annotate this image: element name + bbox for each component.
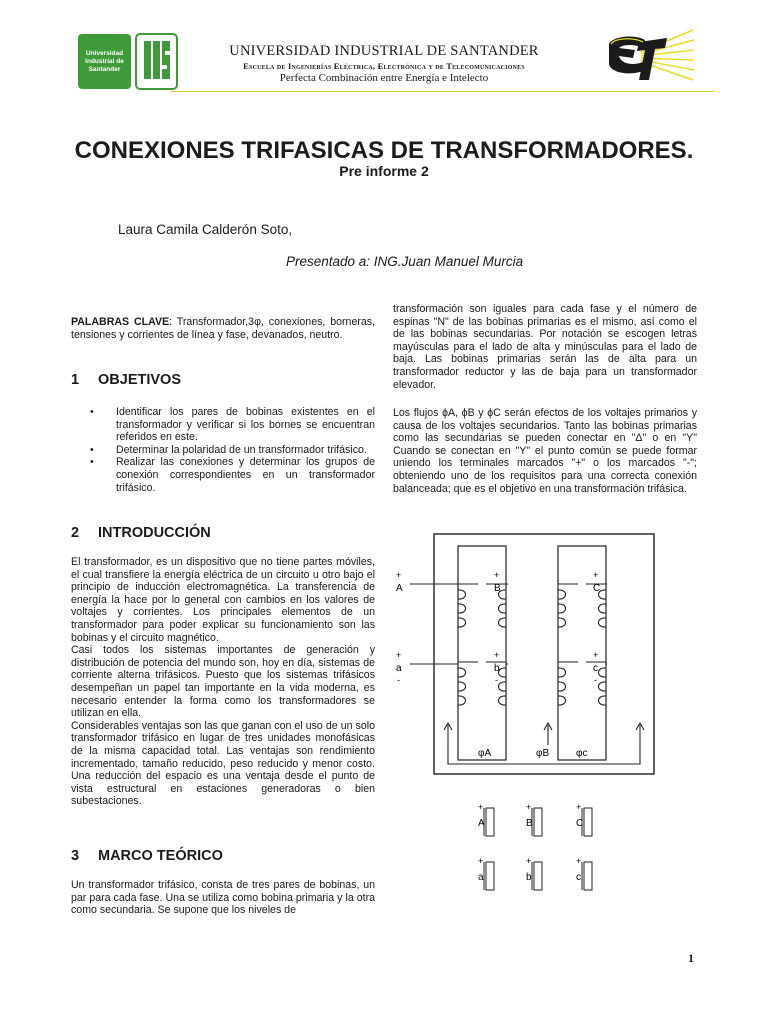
minus-sign: - [495,675,498,685]
section-number: 1 [71,372,80,388]
flux-label-c: φc [576,748,588,759]
coil-winding [458,662,478,705]
bullet-icon: • [90,456,94,469]
plus-sign: + [593,650,599,660]
paragraph: El transformador, es un dispositivo que no tiene partes móviles, el cual transfiere la energía eléctrica de un circuito u otro bajo el principio de inducción electromagnética. La transferencia de energía la hace por lo general con cambios en los valores de voltajes y corrientes. Los principales elementos de un transformador para poder explicar su funcionamiento son las bobinas y el circuito magnético. [71,556,375,644]
terminal-label: A [478,818,485,829]
label-secondary-a: a [396,663,402,674]
flux-arrows [444,723,644,745]
minus-sign: - [594,675,597,685]
terminal-label: b [526,872,532,883]
page-number: 1 [688,951,694,965]
terminal-plus: + [478,856,484,866]
keywords [71,316,375,341]
coil-group [410,584,607,705]
university-logo: Universidad Industrial de Santander [78,34,131,89]
section-title: OBJETIVOS [98,372,181,388]
terminal-label: C [576,818,584,829]
terminal-plus: + [526,856,532,866]
header-divider [170,91,714,92]
label-primary-a: A [396,583,403,594]
terminal-diagram [470,798,610,903]
author: Laura Camila Calderón Soto, [118,222,293,237]
terminal-box [486,862,494,890]
terminal-label: B [526,818,533,829]
plus-sign: + [494,570,500,580]
plus-sign: + [593,570,599,580]
terminal-box [584,862,592,890]
section-number: 3 [71,848,80,864]
paragraph: Un transformador trifásico, consta de tres pares de bobinas, un par para cada fase. Una se utiliza como bobina primaria y la otra como secundaria. Se supone que los niveles de [71,879,375,917]
section-heading-marco [71,848,223,864]
flux-label-a: φA [478,748,492,759]
label-primary-c: C [593,583,601,594]
school-name: Escuela de Ingenierías Eléctrica, Electrónica y de Telecomunicaciones [243,61,525,71]
flux-label-b: φB [536,748,550,759]
marco-body [71,879,375,917]
terminal-label: c [576,872,581,883]
terminal-box [534,808,542,836]
keywords-label: PALABRAS CLAVE [71,316,170,328]
coil-winding [458,584,478,627]
coil-winding [558,662,578,705]
core-outer [434,534,654,774]
terminal-plus: + [576,802,582,812]
terminal-group [478,802,592,890]
page-title: CONEXIONES TRIFASICAS DE TRANSFORMADORES. [74,137,694,164]
list-item: • Realizar las conexiones y determinar los grupos de conexión correspondientes en un transformador trifásico. [90,456,375,494]
terminal-plus: + [478,802,484,812]
terminal-plus: + [576,856,582,866]
core-window-2 [558,546,606,760]
list-item: • Determinar la polaridad de un transformador trifásico. [90,443,367,456]
presented-to: Presentado a: ING.Juan Manuel Murcia [286,254,524,269]
terminal-label: a [478,872,484,883]
right-paragraph-1: transformación son iguales para cada fase y el número de espinas "N" de las bobinas primarias es el mismo, así como el de las bobinas secundarias. Por notación se escogen letras mayúsculas para el lado de alta y minúsculas para el lado de baja. Las bobinas primarias serán las de alta para un transformador reductor y las de baja para un transformador elevador. [393,303,697,391]
label-primary-b: B [494,583,501,594]
plus-sign: + [494,650,500,660]
terminal-box [486,808,494,836]
terminal-box [534,862,542,890]
coil-winding [558,584,578,627]
bullet-icon: • [90,406,94,418]
terminal-box [584,808,592,836]
label-secondary-b: b [494,663,500,674]
paragraph: Casi todos los sistemas importantes de generación y distribución de potencia del mundo son, hoy en día, sistemas de corriente alterna trifásicos. Puesto que los sistemas trifásicos desempeñan un papel tan importante en la vida moderna, es necesario entender la forma como los transformadores se utilizan en ella. [71,644,375,720]
plus-sign: + [396,650,402,660]
section-title: MARCO TEÓRICO [98,848,223,864]
section-number: 2 [71,525,80,541]
bullet-icon: • [90,443,94,456]
et-logo-icon [605,28,695,86]
university-name: UNIVERSIDAD INDUSTRIAL DE SANTANDER [229,43,539,59]
introduccion-body [71,556,375,808]
minus-sign: - [397,675,400,685]
plus-sign: + [396,570,402,580]
section-title: INTRODUCCIÓN [98,525,211,541]
paragraph: Considerables ventajas son las que ganan con el uso de un solo transformador trifásico en lugar de tres unidades monofásicas de la misma capacidad total. Las ventajas son rendimiento incrementado, tamaño reducido, peso reducido y menor costo. Una reducción del espacio es una ventaja desde el punto de vista estructural en estaciones generadoras o bien subestaciones. [71,719,375,808]
label-secondary-c: c [593,663,598,674]
section-heading-objetivos [71,372,181,388]
right-paragraph-2: Los flujos ϕA, ϕB y ϕC serán efectos de los voltajes primarios y causa de los voltajes secundarios. Tanto las bobinas primarias como las secundarias se pueden conectar en "Δ" o en "Y" Cuando se conectan en "Y" el punto común se puede formar uniendo los terminales marcados "+" o los marcados "-"; obteniendo uno de los requisitos para una correcta conexión balanceada; que es el objetivo en una transformación trifásica. [393,407,697,495]
motto: Perfecta Combinación entre Energía e Intelecto [279,72,489,84]
list-item: • Identificar los pares de bobinas existentes en el transformador y verificar si los bornes se encuentran referidos en este. [90,406,375,444]
objectives-list [71,406,375,494]
page-subtitle: Pre informe 2 [339,163,429,179]
terminal-plus: + [526,802,532,812]
keywords-text: : Transformador,3φ, conexiones, borneras, tensiones y corrientes de línea y fase, devanados, neutro. [71,316,375,341]
section-heading-introduccion [71,525,211,541]
three-phase-transformer-diagram [390,530,670,780]
